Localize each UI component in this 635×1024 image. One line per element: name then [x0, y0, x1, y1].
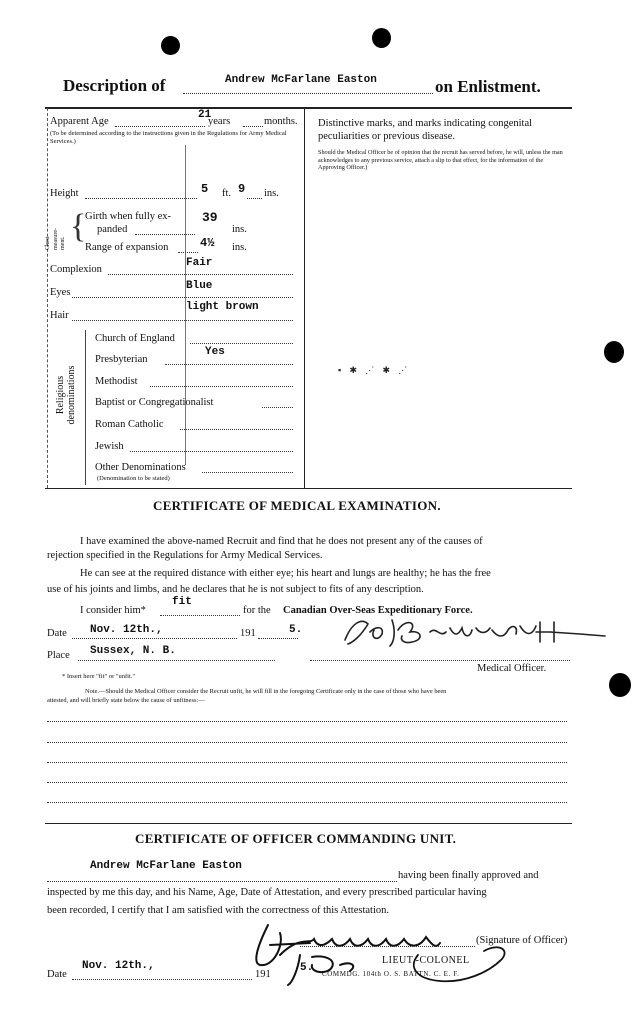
eyes-dots	[72, 297, 293, 298]
medical-heading: CERTIFICATE OF MEDICAL EXAMINATION.	[153, 498, 441, 513]
name-dotted-line	[183, 93, 433, 94]
medical-officer-signature	[340, 612, 610, 657]
religion-presbyterian-value: Yes	[205, 346, 225, 358]
hair-label: Hair	[50, 310, 69, 321]
commanding-date-label: Date	[47, 969, 67, 980]
chest-label: Chest measure-ment.	[45, 228, 66, 250]
commanding-year-prefix: 191	[255, 969, 271, 980]
height-ft-value: 5	[201, 182, 209, 196]
punch-hole-top-right	[372, 28, 391, 48]
fit-dots	[160, 615, 240, 616]
place-value: Sussex, N. B.	[90, 645, 176, 657]
hair-dots	[72, 320, 293, 321]
religion-dots-1	[165, 364, 293, 365]
range-label: Range of expansion	[85, 242, 169, 253]
medical-date-dots	[72, 638, 237, 639]
ft-label: ft.	[222, 188, 232, 199]
complexion-dots	[108, 274, 293, 275]
force-name: Canadian Over-Seas Expeditionary Force.	[283, 605, 473, 616]
religion-side-label: Religious denominations	[55, 365, 77, 425]
table-top-border	[45, 107, 572, 109]
unfitness-line-3	[47, 762, 567, 763]
religion-roman-catholic: Roman Catholic	[95, 419, 164, 430]
commanding-text-2: inspected by me this day, and his Name, Age, Date of Attestation, and every prescribed particular having	[47, 887, 487, 898]
consider-label: I consider him*	[80, 605, 146, 616]
months-label: months.	[264, 116, 298, 127]
age-years-value: 21	[198, 109, 212, 121]
commanding-date-dots	[72, 979, 252, 980]
religion-dots-0	[190, 343, 293, 344]
commanding-year-digit: 5.	[300, 962, 314, 974]
girth-value: 39	[202, 210, 218, 225]
medical-year-prefix: 191	[240, 628, 256, 639]
religion-dots-4	[180, 429, 293, 430]
table-bottom-border	[45, 488, 572, 489]
complexion-label: Complexion	[50, 264, 102, 275]
range-dots	[178, 252, 198, 253]
punch-hole-top-left	[161, 36, 180, 55]
range-value: 4½	[200, 236, 215, 250]
denomination-note: (Denomination to be stated)	[97, 475, 170, 482]
religion-dots-6	[202, 472, 293, 473]
rank-stamp-line-1: LIEUT.-COLONEL	[382, 955, 470, 966]
signature-of-officer-label: (Signature of Officer)	[476, 935, 568, 946]
chest-brace: {	[70, 208, 87, 245]
months-dots	[243, 126, 263, 127]
place-dots	[78, 660, 275, 661]
commanding-signature-dots	[300, 946, 475, 947]
religion-jewish: Jewish	[95, 441, 124, 452]
religion-church-of-england: Church of England	[95, 333, 175, 344]
height-ins-label: ins.	[264, 188, 279, 199]
religion-baptist: Baptist or Congregationalist	[95, 397, 214, 408]
commanding-date-value: Nov. 12th.,	[82, 960, 155, 972]
girth-label-2: panded	[97, 224, 128, 235]
religion-dots-2	[150, 386, 293, 387]
fit-value: fit	[172, 596, 192, 608]
age-note: (To be determined according to the instructions given in the Regulations for Army Medical Services.)	[50, 130, 287, 145]
religion-bracket-line	[85, 330, 86, 485]
commanding-officer-signature	[240, 915, 520, 1005]
unfit-note-a: Note.—Should the Medical Officer consider the Recruit unfit, he will fill in the foregoing Certificate only in the case of those who have been	[85, 688, 447, 695]
medical-para1-b: rejection specified in the Regulations for Army Medical Services.	[47, 550, 323, 561]
unfitness-line-2	[47, 742, 567, 743]
medical-officer-label: Medical Officer.	[477, 663, 547, 674]
range-unit: ins.	[232, 242, 247, 253]
commanding-recruit-name: Andrew McFarlane Easton	[90, 860, 242, 872]
eyes-label: Eyes	[50, 287, 71, 298]
religion-presbyterian: Presbyterian	[95, 354, 148, 365]
years-label: years	[208, 116, 231, 127]
hair-value: light brown	[186, 301, 259, 313]
commanding-name-dots	[47, 881, 397, 882]
medical-year-digit: 5.	[289, 624, 303, 636]
medical-para2-b: use of his joints and limbs, and he declares that he is not subject to fits of any description.	[47, 584, 424, 595]
medical-officer-note: Should the Medical Officer be of opinion that the recruit has served before, he will, unless the man acknowledges to any previous service, attach a slip to that effect, for the information of the Approving Officer.)	[318, 149, 563, 171]
place-label: Place	[47, 650, 70, 661]
height-in-dots	[247, 198, 262, 199]
medical-date-label: Date	[47, 628, 67, 639]
commanding-text-3: been recorded, I certify that I am satisfied with the correctness of this Attestation.	[47, 905, 390, 916]
height-label: Height	[50, 188, 79, 199]
marks-heading: Distinctive marks, and marks indicating congenital peculiarities or previous disease.	[318, 118, 533, 142]
commanding-heading: CERTIFICATE OF OFFICER COMMANDING UNIT.	[135, 831, 457, 846]
unfitness-line-5	[47, 802, 567, 803]
unfitness-line-4	[47, 782, 567, 783]
eyes-value: Blue	[186, 280, 213, 292]
religion-dots-3	[262, 407, 293, 408]
religion-other: Other Denominations	[95, 462, 186, 473]
girth-unit: ins.	[232, 224, 247, 235]
commanding-text-1: having been finally approved and	[398, 870, 539, 881]
unfitness-line-1	[47, 721, 567, 722]
title-suffix: on Enlistment.	[435, 77, 541, 96]
religion-dots-5	[130, 451, 293, 452]
religion-methodist: Methodist	[95, 376, 138, 387]
recruit-name: Andrew McFarlane Easton	[225, 74, 377, 86]
medical-signature-dots	[310, 660, 570, 661]
section-divider	[45, 823, 572, 824]
medical-para2-a: He can see at the required distance with either eye; his heart and lungs are healthy; he has the free	[80, 568, 491, 579]
title-prefix: Description of	[63, 76, 166, 95]
age-label: Apparent Age	[50, 116, 109, 127]
medical-para1-a: I have examined the above-named Recruit and find that he does not present any of the causes of	[80, 536, 483, 547]
table-middle-divider	[304, 108, 305, 488]
girth-label-1: Girth when fully ex-	[85, 211, 172, 222]
girth-dots	[135, 234, 195, 235]
medical-year-dots	[258, 638, 298, 639]
punch-hole-right-lower	[609, 673, 631, 697]
complexion-value: Fair	[186, 257, 213, 269]
medical-date-value: Nov. 12th.,	[90, 624, 163, 636]
punch-hole-right-upper	[604, 341, 624, 363]
insert-note: * Insert here "fit" or "unfit."	[62, 673, 136, 680]
age-dots	[115, 126, 205, 127]
ink-speck-marks: ▪ ✱ ⋰ ✱ ⋰	[338, 365, 411, 375]
table-left-border	[47, 108, 49, 488]
rank-stamp-line-2: COMMDG. 104th O. S. BATTN. C. E. F.	[322, 970, 460, 978]
unfit-note-b: attested, and will briefly state below the cause of unfitness:—	[47, 697, 205, 704]
height-dots	[85, 198, 197, 199]
for-the-label: for the	[243, 605, 271, 616]
height-in-value: 9	[238, 182, 246, 196]
